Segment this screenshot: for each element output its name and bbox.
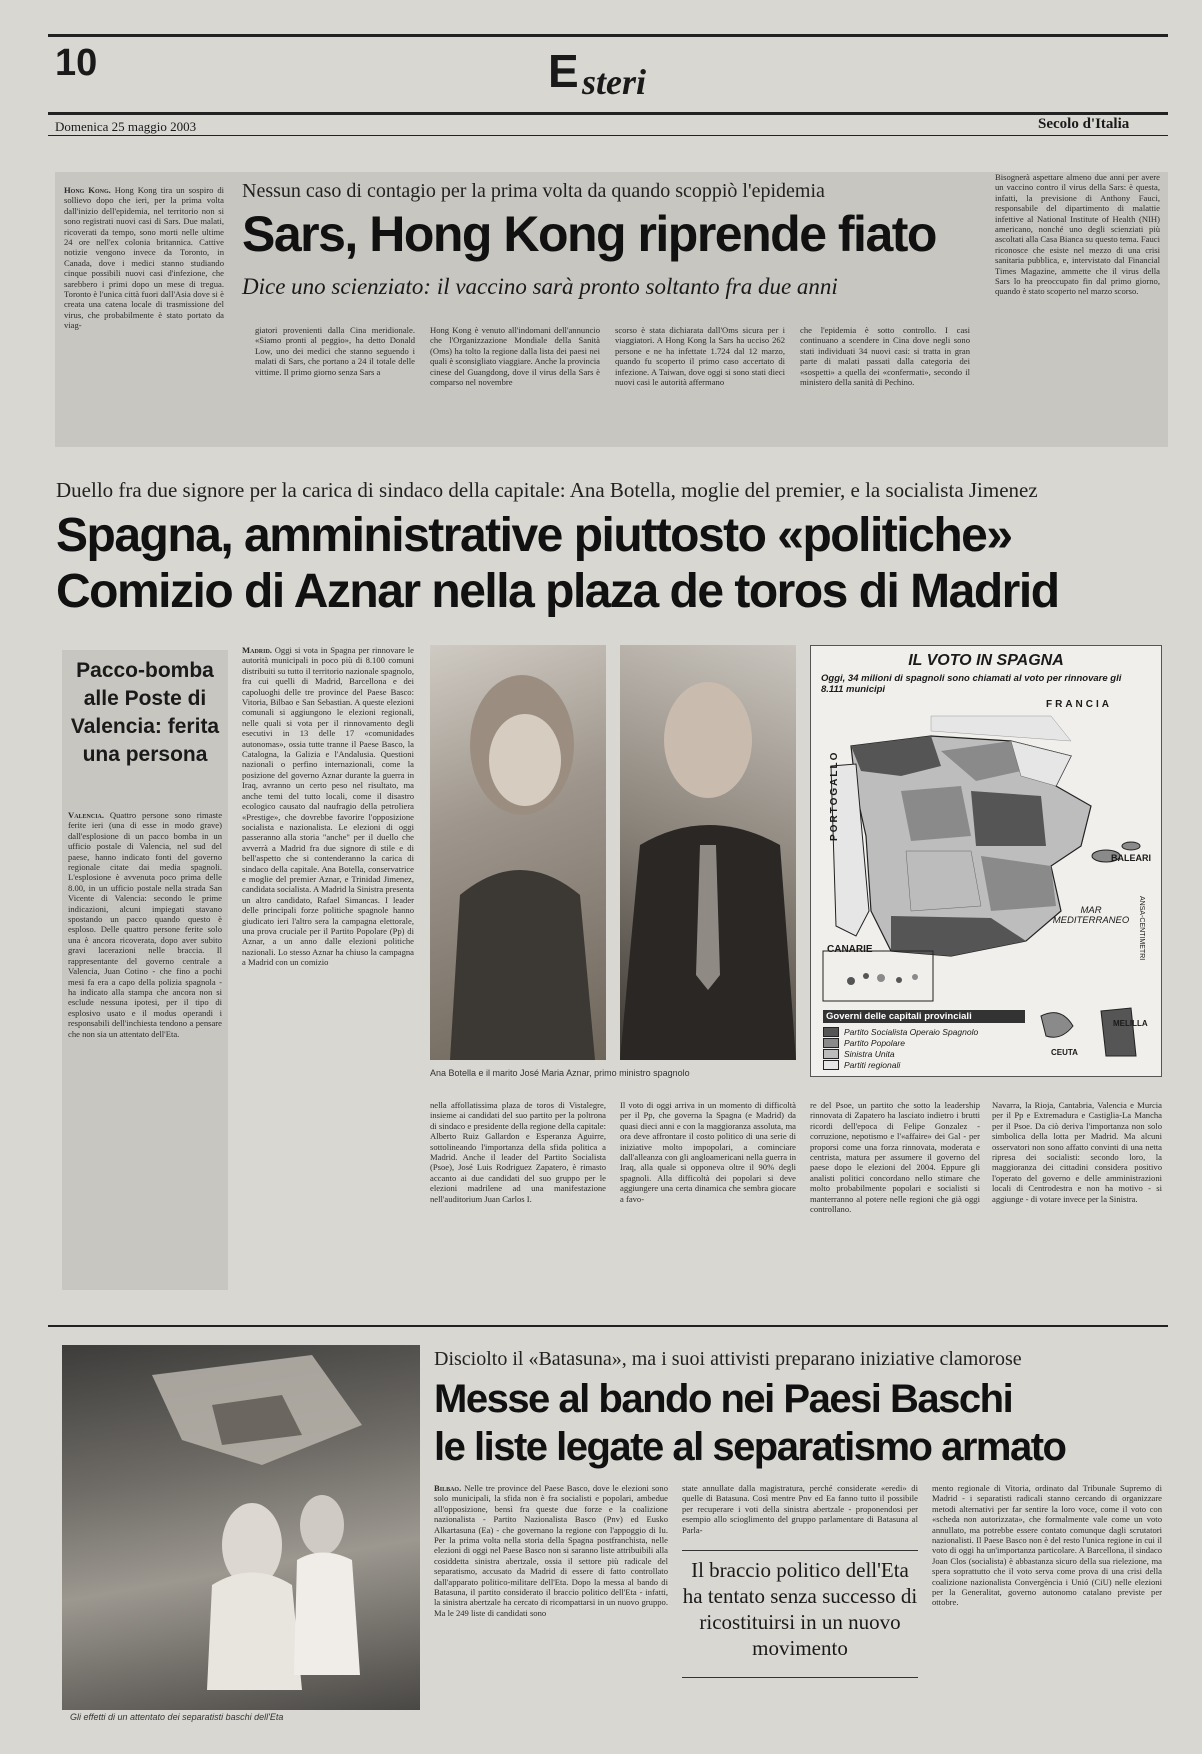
legend-swatch (823, 1038, 839, 1048)
legend-swatch (823, 1027, 839, 1037)
sars-kicker: Nessun caso di contagio per la prima volta da quando scoppiò l'epidemia (242, 180, 825, 202)
legend-item (823, 1059, 1028, 1070)
map-label-ceuta: CEUTA (1051, 1048, 1078, 1057)
top-rule (48, 34, 1168, 37)
sars-dateline: Hong Kong. (64, 185, 111, 195)
section-title: steri (582, 62, 647, 102)
issue-date: Domenica 25 maggio 2003 (55, 119, 197, 134)
basque-photo-caption: Gli effetti di un attentato dei separatisti baschi dell'Eta (70, 1712, 284, 1722)
sars-subhead: Dice uno scienziato: il vaccino sarà pronto soltanto fra due anni (242, 274, 838, 299)
legend-item (823, 1037, 1028, 1048)
basque-column-a (434, 1483, 668, 1721)
map-label-portogallo: PORTOGALLO (829, 750, 840, 841)
basque-pullquote: Il braccio politico dell'Eta ha tentato senza successo di ricostituirsi in un nuovo movimento (682, 1550, 918, 1678)
sars-column-4: scorso è stata dichiarata dall'Oms sicura per i viaggiatori. A Hong Kong la Sars ha ucciso 262 persone e ne ha infettate 1.724 dal 12 marzo, quando fu scoperto il primo caso accertato di infezione. A Taiwan, dove oggi si sono stati dieci nuovi casi le autorità affermano (615, 325, 785, 388)
ana-botella-image (430, 645, 606, 1060)
spain-map-box (810, 645, 1162, 1077)
legend-label: Partito Socialista Operaio Spagnolo (844, 1026, 979, 1037)
photo-aznar (620, 645, 796, 1060)
legend-label: Sinistra Unita (844, 1048, 895, 1059)
map-credit: ANSA-CENTIMETRI (1138, 896, 1145, 961)
sars-headline: Sars, Hong Kong riprende fiato (242, 206, 936, 262)
page-number: 10 (55, 42, 98, 84)
map-label-baleari: BALEARI (1111, 853, 1151, 863)
map-title: IL VOTO IN SPAGNA (908, 652, 1064, 669)
spain-column-c: Il voto di oggi arriva in un momento di difficoltà per il Pp, che governa la Spagna (e Madrid) da quasi dieci anni e con la maggioranza assoluta, ma ora deve affrontare il costo politico di una serie di iniziative molto impopolari, a cominciare dall'alleanza con gli angloamericani nella guerra in Iraq, alla quale si opponeva oltre il 90% degli spagnoli. Alla difficoltà dei popolari si deve aggiungere una certa dinamica che sembra giocare a favo- (620, 1100, 796, 1204)
spain-kicker: Duello fra due signore per la carica di sindaco della capitale: Ana Botella, moglie del premier, e la socialista Jimenez (56, 478, 1038, 502)
spain-column-b: nella affollatissima plaza de toros di Vistalegre, insieme ai candidati del suo partito per la poltrona di sindaco e presidente della regione della capitale: Alberto Ruiz Gallardon e Esperanza Aguirre, sottolineando l'importanza della sfida politica a Madrid. Anche il leader del Partito Socialista (Psoe), José Luis Rodriguez Zapatero, è rimasto accanto ai due candidati del suo gruppo per le elezioni madrilene ad una manifestazione nell'auditorium Juan Carlos I. (430, 1100, 606, 1204)
basque-headline-1: Messe al bando nei Paesi Baschi (434, 1377, 1013, 1421)
date-rule (48, 135, 1168, 136)
basque-column-c: mento regionale di Vitoria, ordinato dal Tribunale Supremo di Madrid - i separatisti radicali stanno cercando di organizzare metodi alternativi per far sentire la loro voce, come il voto con «scheda non autorizzata», che formalmente vale come un voto annullato, ma potrebbe essere contato comunque dagli scrutatori nazionalisti. Il Paese Basco non è del resto l'unica regione in cui il voto di oggi ha un'importanza particolare. A Barcellona, il sindaco Joan Clos (socialista) è abbastanza sicuro della sua rielezione, ma spera soprattutto che il voto serva come prova di una crisi della coalizione nazionalista Convergència i Unió (CiU) nelle elezioni per la Generalitat, governo autonomo catalano previste per ottobre. (932, 1483, 1162, 1608)
basque-col-a-text: Nelle tre province del Paese Basco, dove le elezioni sono solo municipali, la sfida non è fra socialisti e popolari, ambedue all'opposizione, bensì fra queste due forze e la coalizione nazionalista - Partito Nazionalista Basco (Pnv) ed Eusko Alkartasuna (Ea) - che governano la regione con l'appoggio di Iu. Per la prima volta nella storia della Spagna postfranchista, nelle elezioni di oggi nel Paese Basco non si saranno liste attribuibili alla cosiddetta sinistra abertzale, ossia il settore più radicale del separatismo, accusato da Madrid di essere di fatto controllato dall'apparato politico-militare dell'Eta. Dopo la messa al bando di Batasuna, il partito considerato il braccio politico dell'Eta - infatti, la sinistra abertzale ha cercato di ricompattarsi in un nuovo gruppo. Ma le 249 liste di candidati sono (434, 1483, 668, 1618)
spain-photo-caption: Ana Botella e il marito José Maria Aznar, primo ministro spagnolo (430, 1068, 690, 1078)
basque-column-b: state annullate dalla magistratura, perché considerate «eredi» di quelle di Batasuna. Così mentre Pnv ed Ea fanno tutto il possibile per recuperare i voti della sinistra abertzale - proponendosi per esempio allo scioglimento del gruppo parlamentare di Batasuna al Parla- (682, 1483, 918, 1535)
valencia-title: Pacco-bomba alle Poste di Valencia: ferita una persona (70, 659, 220, 766)
paper-name: Secolo d'Italia (1038, 116, 1130, 132)
sars-col1-text: Hong Kong tira un sospiro di sollievo dopo che ieri, per la prima volta dall'inizio dell'epidemia, nel territorio non si sono registrati nuovi casi di Sars. Due malati, ricoverati da tempo, sono morti nelle ultime 24 ore nell'ex colonia britannica. Cattive notizie vengono invece da Toronto, in Canada, dove i medici stanno studiando cinque possibili nuovi casi d'infezione, che sarebbero i primi dopo un mese di tregua. Toronto è l'unica città fuori dall'Asia dove si è creata una catena locale di trasmissione del virus, che probabilmente è stato portato da viag- (64, 185, 224, 331)
valencia-text (68, 810, 222, 1284)
spain-column-a (242, 645, 414, 1295)
basque-headline-2: le liste legate al separatismo armato (434, 1425, 1066, 1469)
basque-dateline: Bilbao. (434, 1483, 462, 1493)
sars-column-5: che l'epidemia è sotto controllo. I casi continuano a scendere in Cina dove negli sono stati individuati 34 nuovi casi: si tratta in gran parte di malati passati dalla categoria dei «sospetti» a quella dei «confermati», secondo il ministero della sanità di Pechino. (800, 325, 970, 388)
map-label-francia: FRANCIA (1046, 699, 1112, 710)
spain-headline-1: Spagna, amministrative piuttosto «politiche» (56, 509, 1012, 562)
photo-ana-botella (430, 645, 606, 1060)
legend-swatch (823, 1049, 839, 1059)
map-label-canarie: CANARIE (827, 944, 873, 955)
basque-kicker: Disciolto il «Batasuna», ma i suoi attivisti preparano iniziative clamorose (434, 1348, 1022, 1370)
spain-dateline: Madrid. (242, 645, 272, 655)
aznar-image (620, 645, 796, 1060)
sars-column-1 (64, 185, 224, 435)
sars-column-3: Hong Kong è venuto all'indomani dell'annuncio che l'Organizzazione Mondiale della Sanità (Oms) ha tolto la regione dalla lista dei paesi nei quali è sconsigliato viaggiare. Anche la provincia cinese del Guangdong, dove il virus della Sars è comparso nel novembre (430, 325, 600, 388)
section-initial: E (548, 45, 579, 97)
spain-headline-2: Comizio di Aznar nella plaza de toros di Madrid (56, 565, 1059, 618)
section-rule (48, 1325, 1168, 1327)
legend-item (823, 1026, 1028, 1037)
map-subtitle: Oggi, 34 milioni di spagnoli sono chiamati al voto per rinnovare gli 8.111 municipi (821, 673, 1122, 695)
map-legend (823, 1026, 1028, 1070)
map-label-mar: MAR MEDITERRANEO (1052, 905, 1130, 926)
map-label-melilla: MELILLA (1113, 1019, 1148, 1028)
legend-label: Partito Popolare (844, 1037, 905, 1048)
valencia-body: Quattro persone sono rimaste ferite ieri (una di esse in modo grave) dall'esplosione di un pacco bomba in un ufficio postale di Valencia, nel sud del paese, hanno indicato fonti del governo regionale citate dai media spagnoli. L'esplosione è avvenuta poco prima delle 8.00, in un ufficio postale nella strada San Vicente di Valencia: secondo le prime indicazioni, alcuni impiegati stavano spostando un pacco quando questo è esploso. Delle quattro persone ferite solo una è ancora ricoverata, dopo aver subito gravi lacerazioni nelle braccia. Il rappresentante del governo centrale a Valencia, Juan Cotino - che fino a pochi mesi fa era a capo della polizia spagnola - ha indicato alla stampa che ancora non si esclude nessuna ipotesi, per il tipo di esplosivo usato e il modus operandi i responsabili dell'inchiesta tendono a pensare che non sia un attentato dell'Eta. (68, 810, 222, 1039)
spain-column-e: Navarra, la Rioja, Cantabria, Valencia e Murcia per il Pp e Extremadura e Castiglia-La Mancha per il Psoe. Da ciò deriva l'importanza non solo simbolica della lotta per Madrid. Ma alcuni osservatori non sono affatto convinti di una netta ripresa dei socialisti: secondo loro, la maggioranza dei cittadini considera positivo l'operato del governo e delle amministrazioni locali di Centrodestra e non ha motivo - si aggiunge - di votare invece per la Sinistra. (992, 1100, 1162, 1204)
map-legend-title: Governi delle capitali provinciali (823, 1010, 1025, 1023)
photo-attack (62, 1345, 420, 1710)
valencia-dateline: Valencia. (68, 810, 105, 820)
masthead-rule (48, 112, 1168, 115)
sars-column-6: Bisognerà aspettare almeno due anni per avere un vaccino contro il virus della Sars: è questa, infatti, la previsione di Anthony Fauci, responsabile del dipartimento di malattie infettive al National Institute of Health (NIH) americano, nonché uno degli scienziati più ascoltati alla Casa Bianca su questo tema. Fauci riconosce che esiste nel mezzo di una crisi sanitaria pubblica, e, intervistato dal Financial Times Magazine, ammette che il virus della Sars lo ha preoccupato fin dal primo giorno, quando è stato scoperto nel marzo scorso. (995, 172, 1160, 297)
spain-column-d: re del Psoe, un partito che sotto la leadership rinnovata di Zapatero ha lasciato indietro i brutti ricordi dell'epoca di Felipe Gonzalez - corruzione, nepotismo e l'«affaire» dei Gal - per proporsi come una forza rinnovata, moderata e centrista, matura per assumere il governo del paese dopo le elezioni del 2004. Eppure gli analisti politici concordano nello stimare che molto probabilmente popolari e socialisti si manterranno al potere nelle regioni che già oggi controllano. (810, 1100, 980, 1215)
legend-item (823, 1048, 1028, 1059)
legend-label: Partiti regionali (844, 1059, 901, 1070)
legend-swatch (823, 1060, 839, 1070)
spain-col-a-text: Oggi si vota in Spagna per rinnovare le autorità municipali in poco più di 8.100 comuni distribuiti su tutto il territorio nazionale spagnolo, fra cui quelli di Madrid, Barcellona e dei capoluoghi delle tre province del Paese Basco: Vitoria, Bilbao e San Sebastian. A queste elezioni comunali si aggiungono le elezioni regionali, nelle quali si vota per il rinnovamento degli esecutivi in 13 delle 17 «comunidades autonomas», ossia tutte tranne il Paese Basco, la Catalogna, la Galizia e l'Andalusia. Questioni nazionali o perfino internazionali, come la posizione del governo Aznar durante la guerra in Iraq, avranno un certo peso nel risultato, ma anche temi del tutto locali, come il disastro ecologico causato dal naufragio della petroliera «Prestige», che dovrebbe favorire l'opposizione socialista e nazionalista. Le elezioni di oggi passeranno alla storia "anche" per il duello che avverrà a Madrid fra due signore di stile e di bell'aspetto che si contenderanno la carica di sindaco della capitale. Ana Botella, conservatrice e moglie del premier Aznar, e Trinidad Jimenez, candidata socialista. A Madrid la Sinistra presenta un altro candidato, Rafael Simancas. I leader delle principali forze politiche spagnole hanno giudicato ieri l'altro sera la campagna elettorale, una prova cruciale per il Partito Popolare (Pp) di Aznar, a un anno dalle elezioni politiche nazionali. Lo stesso Aznar ha chiuso la campagna a Madrid con un comizio (242, 645, 414, 968)
attack-image (62, 1345, 420, 1710)
sars-column-2: giatori provenienti dalla Cina meridionale. «Siamo pronti al peggio», ha detto Donald Low, uno dei medici che stanno seguendo i malati di Sars, che portano a 24 il totale delle vittime. Il primo giorno senza Sars a (255, 325, 415, 377)
